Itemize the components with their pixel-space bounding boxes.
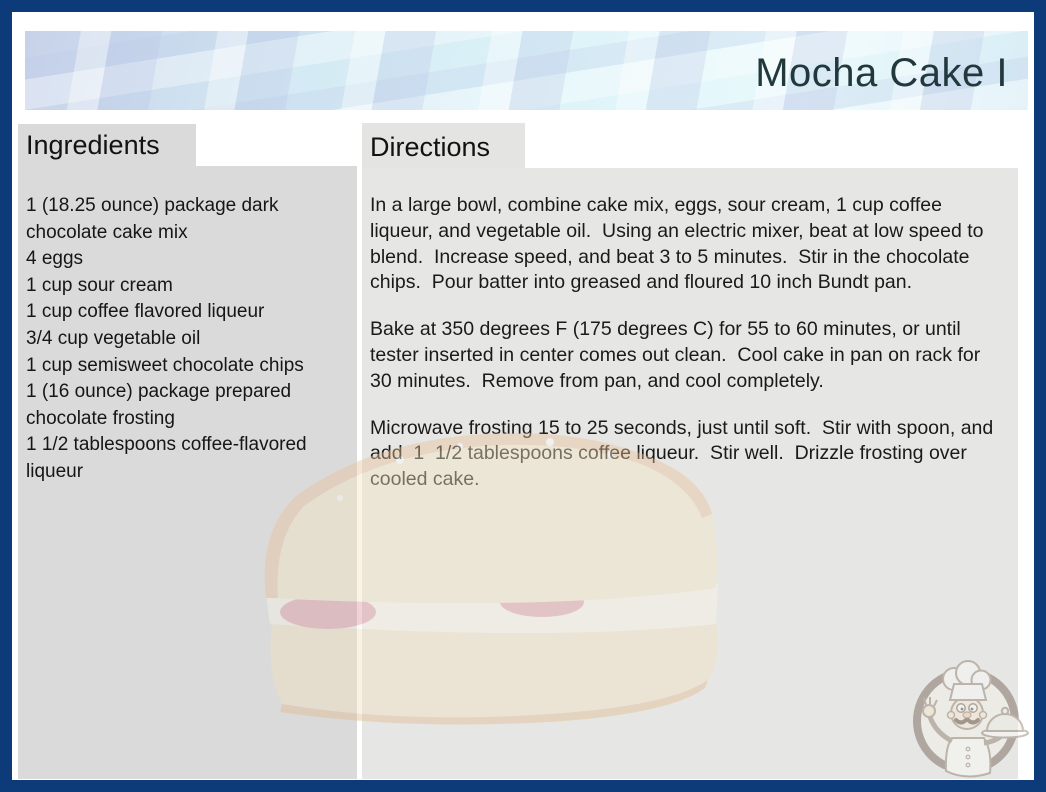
ingredient-item: 3/4 cup vegetable oil	[26, 327, 201, 349]
ingredient-item: 4 eggs	[26, 248, 84, 270]
ingredients-heading: Ingredients	[18, 124, 196, 166]
directions-paragraph: In a large bowl, combine cake mix, eggs, sour cream, 1 cup coffee liqueur, and vegetable oil. Using an electric mixer, beat at low speed to blend. Increase speed, and beat 3 to 5 minutes. Stir in the chocolate chips. Pour batter into greased and floured 10 inch Bundt pan.	[370, 194, 989, 294]
ingredient-item: 1 (16 ounce) package prepared chocolate frosting	[26, 381, 297, 429]
directions-panel	[362, 168, 1018, 779]
ingredient-item: 1 cup semisweet chocolate chips	[26, 354, 304, 376]
directions-paragraph: Microwave frosting 15 to 25 seconds, just until soft. Stir with spoon, and add 1 1/2 tablespoons coffee liqueur. Stir well. Drizzle frosting over cooled cake.	[370, 416, 999, 491]
directions-heading: Directions	[362, 123, 525, 168]
ingredients-list	[26, 193, 347, 486]
header-banner	[25, 31, 1028, 110]
ingredient-item: 1 1/2 tablespoons coffee-flavored liqueur	[26, 434, 312, 482]
ingredients-panel	[18, 166, 357, 779]
ingredient-item: 1 (18.25 ounce) package dark chocolate cake mix	[26, 195, 284, 243]
ingredient-item: 1 cup sour cream	[26, 274, 173, 296]
page-title: Mocha Cake I	[755, 51, 1008, 95]
directions-paragraph: Bake at 350 degrees F (175 degrees C) for 55 to 60 minutes, or until tester inserted in center comes out clean. Cool cake in pan on rack for 30 minutes. Remove from pan, and cool completely.	[370, 318, 986, 392]
ingredient-item: 1 cup coffee flavored liqueur	[26, 301, 265, 323]
